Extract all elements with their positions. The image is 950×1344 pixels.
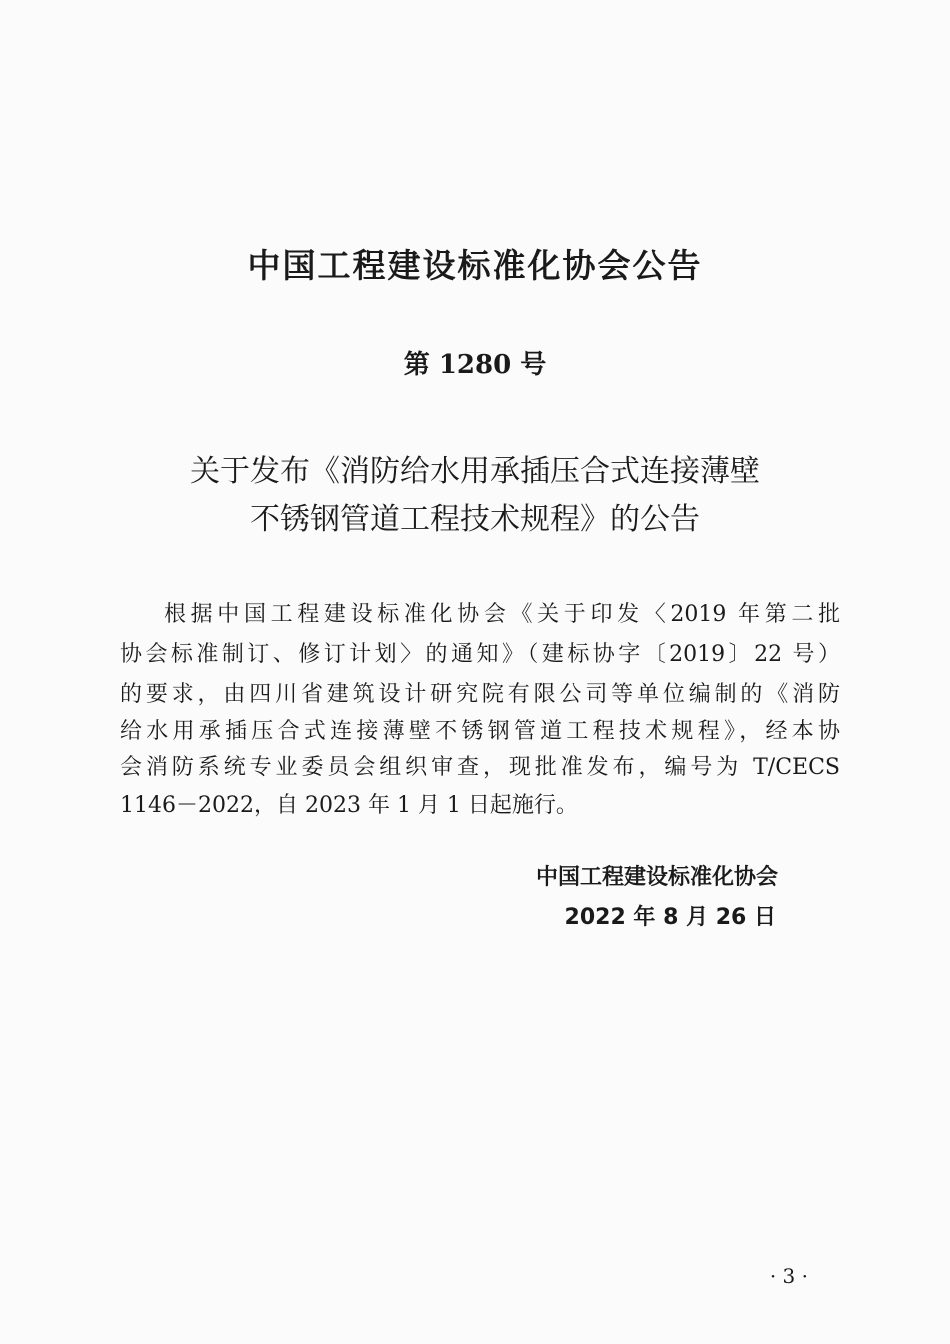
body-text-line: 协会标准制订、修订计划〉的通知》（建标协字〔2019〕22 号） [120,642,840,667]
body-text-line: 的要求，由四川省建筑设计研究院有限公司等单位编制的《消防 [120,682,840,707]
body-text-line: 根据中国工程建设标准化协会《关于印发〈2019 年第二批 [164,602,840,627]
announcement-subtitle-line-1: 关于发布《消防给水用承插压合式连接薄壁 [190,454,760,489]
body-text-line: 会消防系统专业委员会组织审查，现批准发布，编号为 T/CECS [120,755,840,780]
signature-organization: 中国工程建设标准化协会 [535,865,778,890]
body-text-line: 给水用承插压合式连接薄壁不锈钢管道工程技术规程》，经本协 [120,719,840,744]
announcement-subtitle-line-2: 不锈钢管道工程技术规程》的公告 [250,502,700,537]
page-number: · 3 · [769,1264,808,1288]
signature-date: 2022 年 8 月 26 日 [564,905,776,930]
announcement-title: 中国工程建设标准化协会公告 [247,246,703,285]
announcement-number: 第 1280 号 [403,350,547,380]
body-text-line: 1146－2022，自 2023 年 1 月 1 日起施行。 [120,793,578,818]
